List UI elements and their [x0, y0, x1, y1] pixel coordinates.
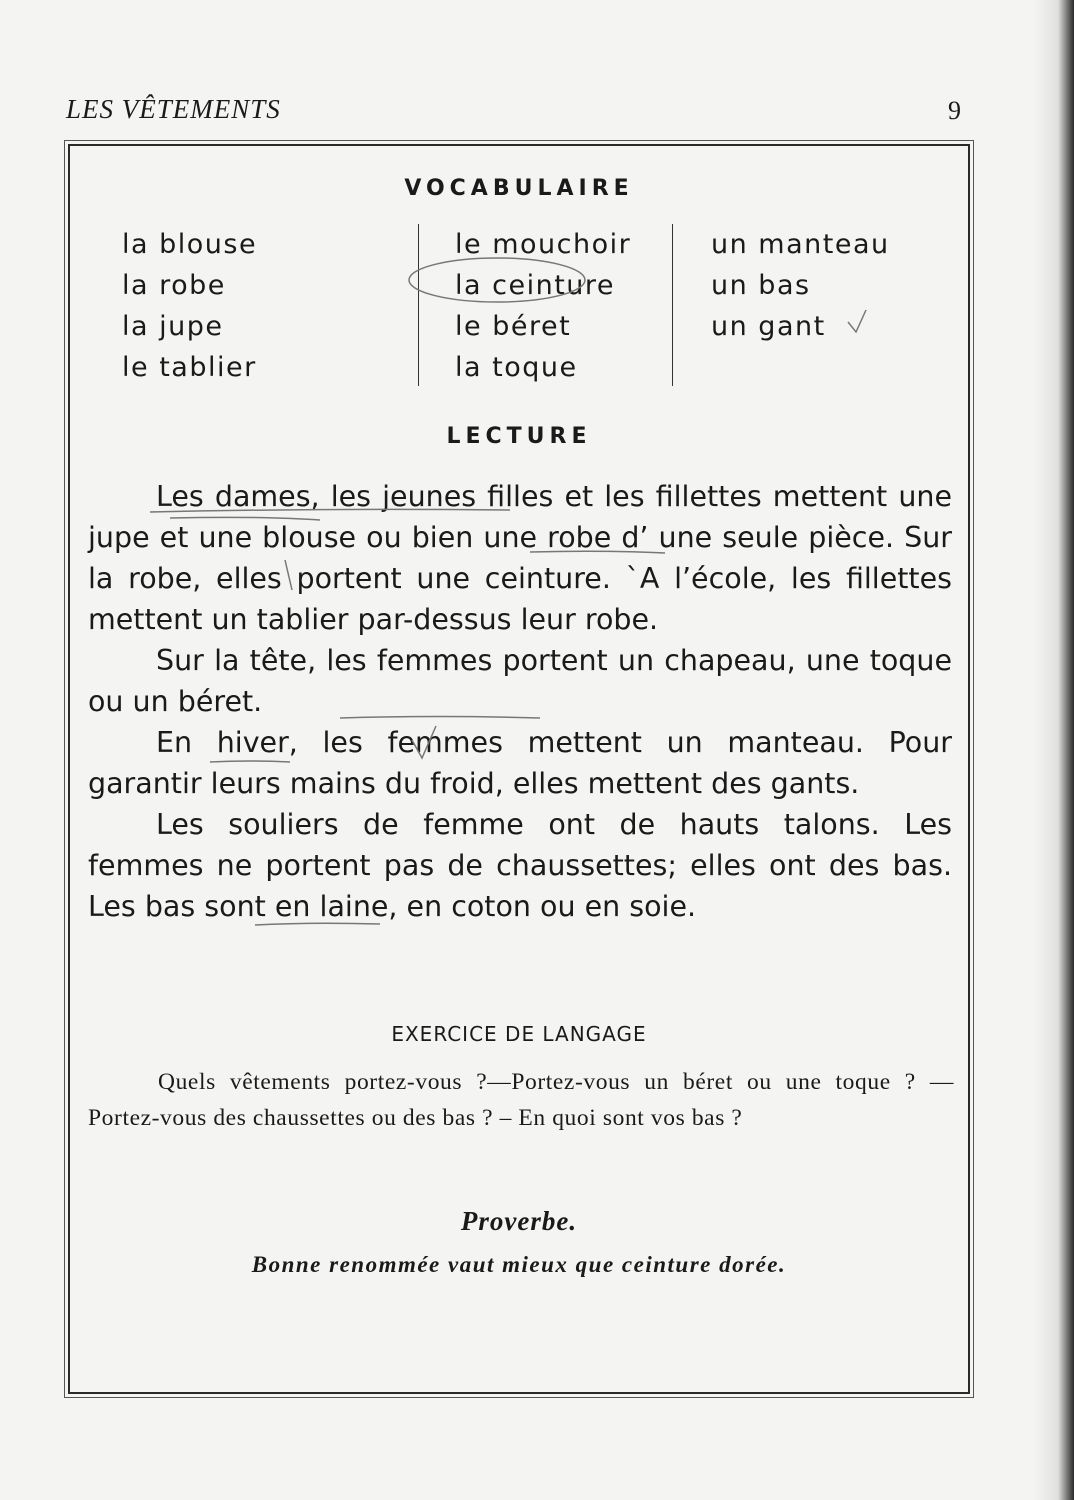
vocabulary-column	[672, 224, 890, 386]
exercice-text	[88, 1064, 954, 1136]
vocabulary-column	[418, 224, 631, 386]
vocabulary-column	[122, 224, 257, 388]
vocabulary-item: la robe	[122, 270, 226, 301]
proverbe-text: Bonne renommée vaut mieux que ceinture dorée.	[251, 1252, 787, 1277]
vocabulary-item: le mouchoir	[455, 229, 632, 260]
page-edge	[1034, 0, 1074, 1500]
vocabulary-list	[70, 224, 968, 394]
vocabulary-item: un manteau	[711, 229, 890, 260]
content-frame	[68, 144, 970, 1394]
lecture-paragraph: Les souliers de femme ont de hauts talons. Les femmes ne portent pas de chaussettes; elles ont des bas. Les bas sont en laine, en coton ou en soie.	[88, 808, 952, 923]
vocabulary-item: la toque	[455, 352, 578, 383]
vocabulary-item: la ceinture	[455, 270, 616, 301]
exercice-title: EXERCICE DE LANGAGE	[391, 1022, 647, 1046]
page-number: 9	[948, 96, 961, 125]
vocabulary-item: la jupe	[122, 311, 224, 342]
lecture-title: LECTURE	[446, 424, 592, 449]
lecture-paragraph: En hiver, les femmes mettent un manteau. Pour garantir leurs mains du froid, elles mettent des gants.	[88, 726, 952, 800]
vocabulary-item: le béret	[455, 311, 572, 342]
vocabulary-item: la blouse	[122, 229, 258, 260]
lecture-paragraph: Les dames, les jeunes filles et les fillettes mettent une jupe et une blouse ou bien une robe d’ une seule pièce. Sur la robe, elles portent une ceinture. `A l’école, les fillettes mettent un tablier par-dessus leur robe.	[88, 480, 952, 636]
exercice-paragraph: Quels vêtements portez-vous ?—Portez-vous un béret ou une toque ? — Portez-vous des chaussettes ou des bas ? – En quoi sont vos bas ?	[88, 1069, 954, 1131]
lecture-text	[88, 476, 952, 927]
vocabulaire-title: VOCABULAIRE	[404, 176, 634, 201]
vocabulary-item: un gant	[711, 311, 826, 342]
lecture-paragraph: Sur la tête, les femmes portent un chapeau, une toque ou un béret.	[88, 644, 952, 718]
running-head: LES VÊTEMENTS	[66, 94, 281, 124]
proverbe-title: Proverbe.	[460, 1206, 578, 1236]
vocabulary-item: le tablier	[122, 352, 257, 383]
vocabulary-item: un bas	[711, 270, 811, 301]
